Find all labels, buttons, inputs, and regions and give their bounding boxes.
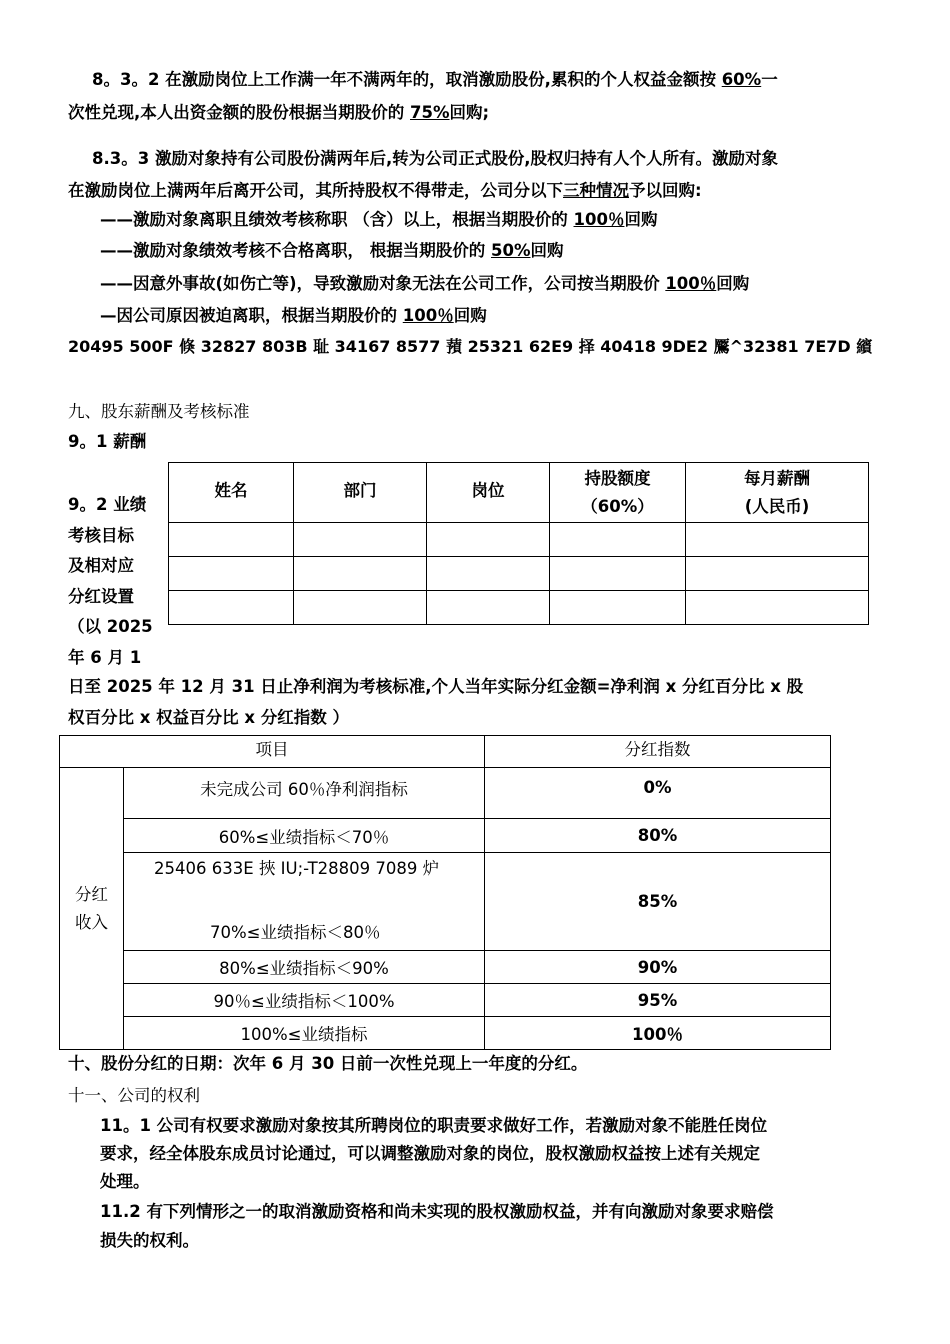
buyback-item-1: ——激励对象离职且绩效考核称职 （含）以上，根据当期股价的 100％回购 bbox=[100, 210, 658, 229]
condition-cell: 未完成公司 60％净利润指标 bbox=[124, 768, 485, 819]
condition-cell: 25406 633E 挾 IU;-T28809 7089 炉 70%≤业绩指标＜80％ bbox=[124, 853, 485, 951]
header-item: 项目 bbox=[60, 736, 485, 768]
table-row bbox=[60, 951, 831, 984]
index-cell: 85% bbox=[485, 853, 831, 951]
section-9-2-continuation-1: 日至 2025 年 12 月 31 日止净利润为考核标准,个人当年实际分红金额=净利润 x 分红百分比 x 股 bbox=[68, 677, 804, 696]
header-dept: 部门 bbox=[294, 463, 427, 523]
condition-cell: 100%≤业绩指标 bbox=[124, 1017, 485, 1050]
index-cell: 90% bbox=[485, 951, 831, 984]
buyback-item-3: ——因意外事故(如伤亡等)，导致激励对象无法在公司工作，公司按当期股价 100％回购 bbox=[100, 274, 750, 293]
header-pay: 每月薪酬 (人民币) bbox=[686, 463, 869, 523]
index-cell: 95% bbox=[485, 984, 831, 1017]
para-8-3-2-line2: 次性兑现,本人出资金额的股份根据当期股价的 75%回购; bbox=[68, 103, 490, 122]
garbled-cell-text: 25406 633E 挾 IU;-T28809 7089 炉 bbox=[154, 859, 440, 878]
table-row bbox=[60, 819, 831, 853]
para-8-3-3-line1: 8.3。3 激励对象持有公司股份满两年后,转为公司正式股份,股权归持有人个人所有。激励对象 bbox=[92, 149, 778, 168]
three-cases: 三种情况 bbox=[563, 181, 629, 200]
para-11-2-line1: 11.2 有下列情形之一的取消激励资格和尚未实现的股权激励权益，并有向激励对象要求赔偿 bbox=[100, 1202, 774, 1221]
buyback-item-4: —因公司原因被迫离职，根据当期股价的 100％回购 bbox=[100, 306, 487, 325]
section-11-title: 十一、公司的权利 bbox=[68, 1086, 200, 1105]
salary-table bbox=[168, 462, 869, 625]
garbled-line: 20495 500F 倏 32827 803B 耻 34167 8577 蕷 25321 62E9 择 40418 9DE2 鷢^32381 7E7D 繽 bbox=[68, 337, 873, 356]
para-8-3-2-line1: 8。3。2 在激励岗位上工作满一年不满两年的，取消激励股份,累积的个人权益金额按 60%一 bbox=[92, 70, 778, 89]
condition-cell: 60%≤业绩指标＜70％ bbox=[124, 819, 485, 853]
header-share: 持股额度 （60%） bbox=[550, 463, 686, 523]
table-row bbox=[60, 1017, 831, 1050]
header-post: 岗位 bbox=[427, 463, 550, 523]
buyback-item-2: ——激励对象绩效考核不合格离职， 根据当期股价的 50%回购 bbox=[100, 241, 564, 260]
header-name: 姓名 bbox=[169, 463, 294, 523]
pct-60: 60% bbox=[721, 70, 762, 89]
condition-cell: 80%≤业绩指标＜90% bbox=[124, 951, 485, 984]
table-row bbox=[60, 768, 831, 819]
section-9-title: 九、股东薪酬及考核标准 bbox=[68, 402, 250, 421]
dividend-table bbox=[59, 735, 831, 1050]
table-row bbox=[169, 591, 869, 625]
section-9-1: 9。1 薪酬 bbox=[68, 432, 147, 451]
pct-75: 75% bbox=[410, 103, 450, 122]
para-8-3-3-line2: 在激励岗位上满两年后离开公司，其所持股权不得带走，公司分以下三种情况予以回购: bbox=[68, 181, 702, 200]
section-10-title: 十、股份分红的日期：次年 6 月 30 日前一次性兑现上一年度的分红。 bbox=[68, 1054, 588, 1073]
index-cell: 80% bbox=[485, 819, 831, 853]
salary-header-row bbox=[169, 463, 869, 523]
index-cell: 100％ bbox=[485, 1017, 831, 1050]
table-row bbox=[169, 557, 869, 591]
table-row bbox=[169, 523, 869, 557]
table-row bbox=[60, 853, 831, 951]
para-11-1-line3: 处理。 bbox=[100, 1172, 150, 1191]
section-9-2-label: 9。2 业绩 考核目标 及相对应 分红设置 （以 2025 年 6 月 1 bbox=[68, 495, 153, 667]
header-index: 分红指数 bbox=[485, 736, 831, 768]
para-11-1-line2: 要求，经全体股东成员讨论通过，可以调整激励对象的岗位，股权激励权益按上述有关规定 bbox=[100, 1144, 760, 1163]
para-11-1-line1: 11。1 公司有权要求激励对象按其所聘岗位的职责要求做好工作，若激励对象不能胜任岗位 bbox=[100, 1116, 768, 1135]
para-11-2-line2: 损失的权利。 bbox=[100, 1231, 199, 1250]
condition-cell: 90％≤业绩指标＜100% bbox=[124, 984, 485, 1017]
section-9-2-continuation-2: 权百分比 x 权益百分比 x 分红指数 ） bbox=[68, 708, 350, 727]
index-cell: 0% bbox=[485, 768, 831, 819]
table-row bbox=[60, 984, 831, 1017]
dividend-header-row bbox=[60, 736, 831, 768]
group-label: 分红 收入 bbox=[60, 768, 124, 1050]
